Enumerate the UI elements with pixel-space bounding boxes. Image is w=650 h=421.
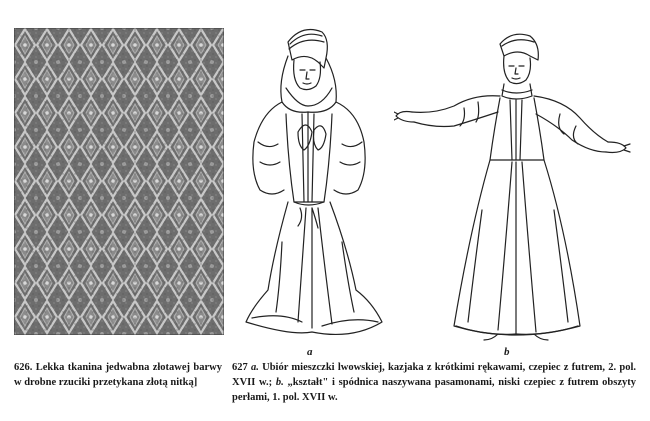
illustration-figure-a xyxy=(232,22,392,342)
caption-627-a-text: Ubiór mieszczki lwowskiej, kazjaka z krótkimi rękawami, czepiec z futrem, 2. pol. XVII w.; xyxy=(232,362,636,388)
figure-a-label: a xyxy=(307,346,313,358)
figure-b-label: b xyxy=(504,346,510,358)
caption-626: 626. Lekka tkanina jedwabna złotawej barwy w drobne rzuciki przetykana złotą nitką] xyxy=(14,362,222,388)
caption-627-a-marker: a. xyxy=(251,362,259,373)
caption-627-b-text: „kształt" i spódnica naszywana pasamonami, niski czepiec z futrem obszyty perłami, 1. pol. XVII w. xyxy=(232,377,636,403)
caption-627-b-marker: b. xyxy=(275,377,284,388)
caption-627-number: 627 xyxy=(232,362,248,373)
caption-627 xyxy=(232,360,636,405)
fabric-photo xyxy=(14,28,224,335)
illustration-figure-b xyxy=(394,30,634,346)
